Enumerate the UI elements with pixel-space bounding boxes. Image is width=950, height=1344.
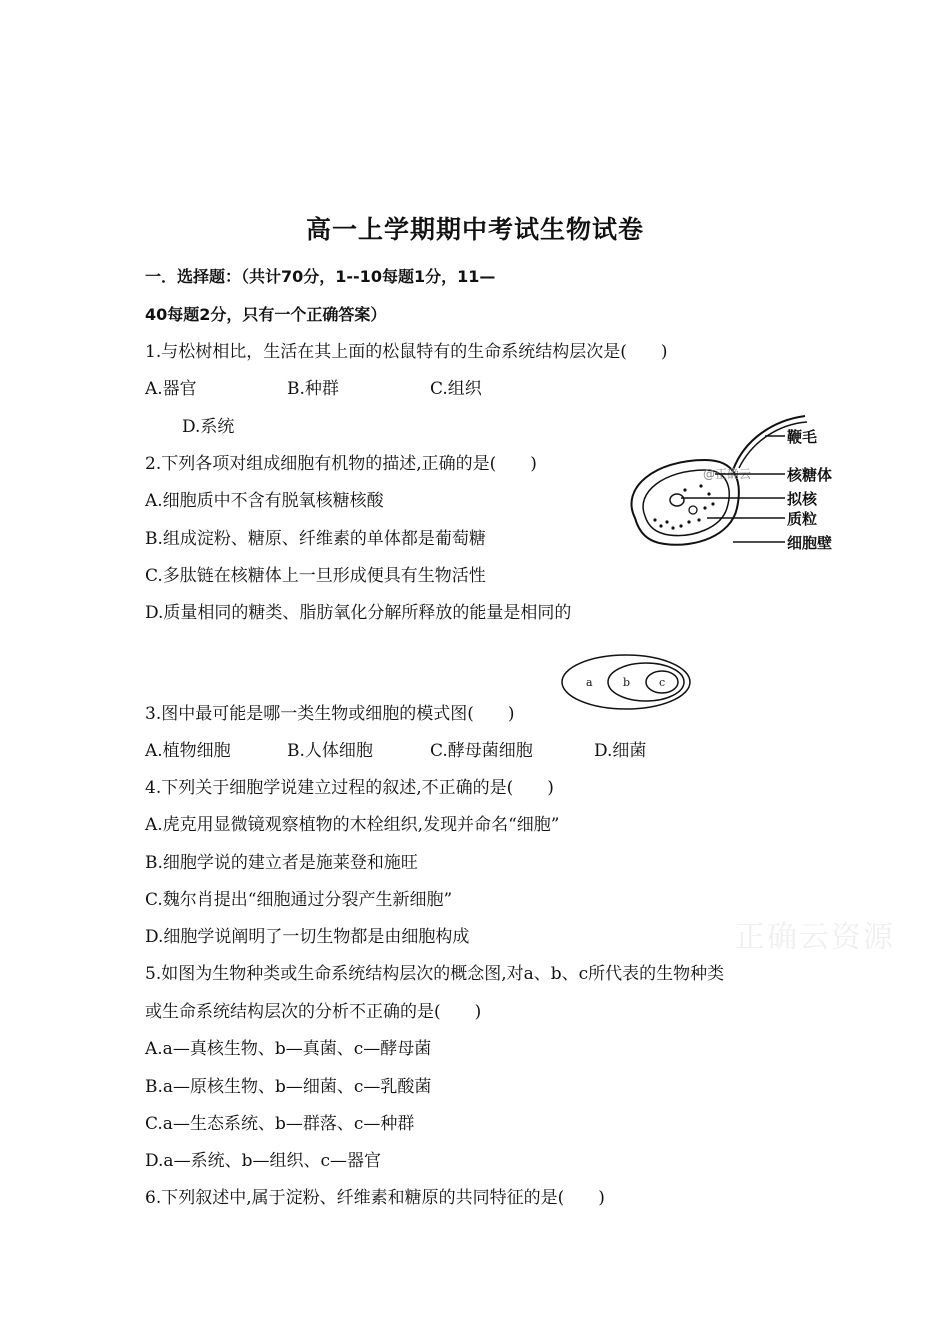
question-5-option-b: B.a—原核生物、b—细菌、c—乳酸菌 xyxy=(145,1077,432,1097)
question-3-stem: 3.图中最可能是哪一类生物或细胞的模式图( ) xyxy=(145,704,515,724)
question-5-option-d: D.a—系统、b—组织、c—器官 xyxy=(145,1151,381,1171)
question-5-option-c: C.a—生态系统、b—群落、c—种群 xyxy=(145,1114,415,1134)
page-title: 高一上学期期中考试生物试卷 xyxy=(305,215,644,244)
question-1-option-c: C.组织 xyxy=(430,379,482,399)
question-5-stem-line-1: 5.如图为生物种类或生命系统结构层次的概念图,对a、b、c所代表的生物种类 xyxy=(145,964,725,984)
question-2-option-c: C.多肽链在核糖体上一旦形成便具有生物活性 xyxy=(145,566,486,586)
question-2-stem: 2.下列各项对组成细胞有机物的描述,正确的是( ) xyxy=(145,454,537,474)
question-2-option-a: A.细胞质中不含有脱氧核糖核酸 xyxy=(145,491,384,511)
question-3-option-a: A.植物细胞 xyxy=(145,741,231,761)
question-6-stem: 6.下列叙述中,属于淀粉、纤维素和糖原的共同特征的是( ) xyxy=(145,1188,605,1208)
label-cell-wall: 细胞壁 xyxy=(787,534,833,552)
question-4-option-a: A.虎克用显微镜观察植物的木栓组织,发现并命名“细胞” xyxy=(145,815,560,835)
question-4-option-b: B.细胞学说的建立者是施莱登和施旺 xyxy=(145,853,418,873)
question-2-option-b: B.组成淀粉、糖原、纤维素的单体都是葡萄糖 xyxy=(145,529,486,549)
label-a: a xyxy=(586,676,593,689)
question-1-option-a: A.器官 xyxy=(145,379,197,399)
question-5-stem-line-2: 或生命系统结构层次的分析不正确的是( ) xyxy=(145,1002,482,1022)
question-4-option-d: D.细胞学说阐明了一切生物都是由细胞构成 xyxy=(145,927,470,947)
question-4-stem: 4.下列关于细胞学说建立过程的叙述,不正确的是( ) xyxy=(145,778,554,798)
question-4-option-c: C.魏尔肖提出“细胞通过分裂产生新细胞” xyxy=(145,890,453,910)
label-flagellum: 鞭毛 xyxy=(787,428,818,446)
section-heading-line-1: 一．选择题：（共计70分，1--10每题1分，11— xyxy=(145,267,496,286)
question-1-stem: 1.与松树相比，生活在其上面的松鼠特有的生命系统结构层次是( ) xyxy=(145,342,668,362)
label-b: b xyxy=(623,676,631,689)
bacterium-figure xyxy=(615,408,855,558)
question-2-option-d: D.质量相同的糖类、脂肪氧化分解所释放的能量是相同的 xyxy=(145,603,572,623)
question-1-option-d: D.系统 xyxy=(182,417,235,437)
question-5-option-a: A.a—真核生物、b—真菌、c—酵母菌 xyxy=(145,1039,432,1059)
question-3-option-b: B.人体细胞 xyxy=(287,741,373,761)
label-plasmid: 质粒 xyxy=(787,510,818,528)
watermark: 正确云资源 xyxy=(735,920,895,955)
question-3-option-d: D.细菌 xyxy=(594,741,647,761)
label-nucleoid: 拟核 xyxy=(787,490,818,508)
figure-faint-text: @正确云 xyxy=(703,467,752,481)
label-ribosome: 核糖体 xyxy=(787,466,833,484)
section-heading-line-2: 40每题2分，只有一个正确答案） xyxy=(145,305,387,324)
label-c: c xyxy=(659,676,666,689)
concept-nesting-figure xyxy=(560,652,695,712)
question-3-option-c: C.酵母菌细胞 xyxy=(430,741,533,761)
question-1-option-b: B.种群 xyxy=(287,379,339,399)
